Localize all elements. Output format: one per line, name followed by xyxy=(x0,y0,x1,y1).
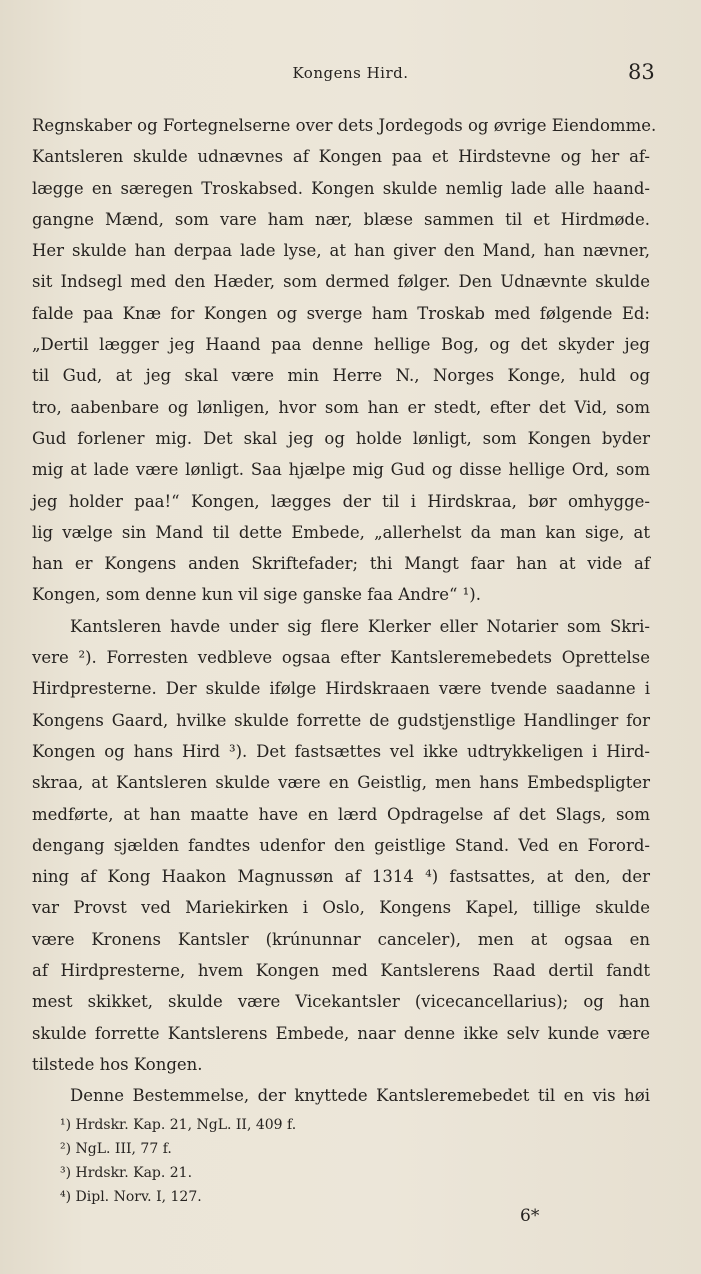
text-line: falde paa Knæ for Kongen og sverge ham Troskab med følgende Ed: xyxy=(32,303,650,323)
text-line: ning af Kong Haakon Magnussøn af 1314 ⁴) fastsattes, at den, der xyxy=(32,867,650,887)
text-line: han er Kongens anden Skriftefader; thi Mangt faar han at vide af xyxy=(32,554,650,574)
text-line: mest skikket, skulde være Vicekantsler (vicecancellarius); og han xyxy=(32,992,650,1012)
text-line: skulde forrette Kantslerens Embede, naar denne ikke selv kunde være xyxy=(32,1023,650,1043)
text-line: lægge en særegen Troskabsed. Kongen skulde nemlig lade alle haand- xyxy=(32,178,650,198)
footnote: ³) Hrdskr. Kap. 21. xyxy=(60,1165,193,1181)
running-header: Kongens Hird. xyxy=(292,64,409,82)
text-line: medførte, at han maatte have en lærd Opdragelse af det Slags, som xyxy=(32,804,650,824)
text-line: jeg holder paa!“ Kongen, lægges der til i Hirdskraa, bør omhygge- xyxy=(32,491,650,511)
text-line: Kongen, som denne kun vil sige ganske faa Andre“ ¹). xyxy=(32,585,481,605)
text-line: til Gud, at jeg skal være min Herre N., Norges Konge, huld og xyxy=(32,366,650,386)
text-line: Regnskaber og Fortegnelserne over dets Jordegods og øvrige Eiendomme. xyxy=(32,116,657,135)
text-line: sit Indsegl med den Hæder, som dermed følger. Den Udnævnte skulde xyxy=(32,272,650,292)
text-line: mig at lade være lønligt. Saa hjælpe mig Gud og disse hellige Ord, som xyxy=(32,460,650,480)
text-line: Kantsleren skulde udnævnes af Kongen paa et Hirdstevne og her af- xyxy=(32,147,650,167)
footnote: ²) NgL. III, 77 f. xyxy=(60,1141,172,1157)
text-line: Kongens Gaard, hvilke skulde forrette de gudstjenstlige Handlinger for xyxy=(32,710,650,730)
body-text xyxy=(32,110,657,1112)
page-number: 83 xyxy=(628,60,655,84)
footnotes xyxy=(60,1113,296,1209)
text-line: var Provst ved Mariekirken i Oslo, Kongens Kapel, tillige skulde xyxy=(32,898,650,918)
text-line: tro, aabenbare og lønligen, hvor som han er stedt, efter det Vid, som xyxy=(32,397,650,417)
text-line: gangne Mænd, som vare ham nær, blæse sammen til et Hirdmøde. xyxy=(32,209,650,229)
text-line: „Dertil lægger jeg Haand paa denne hellige Bog, og det skyder jeg xyxy=(32,335,650,355)
text-line: vere ²). Forresten vedbleve ogsaa efter Kantsleremebedets Oprettelse xyxy=(32,648,650,668)
signature-mark: 6* xyxy=(520,1206,540,1226)
text-line: tilstede hos Kongen. xyxy=(32,1054,203,1074)
footnote: ¹) Hrdskr. Kap. 21, NgL. II, 409 f. xyxy=(60,1117,297,1133)
text-line: Kongen og hans Hird ³). Det fastsættes vel ikke udtrykkeligen i Hird- xyxy=(32,741,650,761)
text-line: Gud forlener mig. Det skal jeg og holde lønligt, som Kongen byder xyxy=(32,428,650,448)
text-line: af Hirdpresterne, hvem Kongen med Kantslerens Raad dertil fandt xyxy=(32,961,650,981)
text-line: lig vælge sin Mand til dette Embede, „allerhelst da man kan sige, at xyxy=(32,522,650,542)
text-line: dengang sjælden fandtes udenfor den geistlige Stand. Ved en Forord- xyxy=(32,835,650,855)
text-line: Hirdpresterne. Der skulde ifølge Hirdskraaen være tvende saadanne i xyxy=(32,679,650,699)
text-line: Kantsleren havde under sig flere Klerker eller Notarier som Skri- xyxy=(70,616,650,636)
text-line: være Kronens Kantsler (krúnunnar canceler), men at ogsaa en xyxy=(32,929,650,949)
footnote: ⁴) Dipl. Norv. I, 127. xyxy=(60,1189,202,1205)
text-line: skraa, at Kantsleren skulde være en Geistlig, men hans Embedspligter xyxy=(32,773,650,793)
text-line: Her skulde han derpaa lade lyse, at han giver den Mand, han nævner, xyxy=(32,241,650,261)
text-line: Denne Bestemmelse, der knyttede Kantsleremebedet til en vis høi xyxy=(70,1086,650,1106)
